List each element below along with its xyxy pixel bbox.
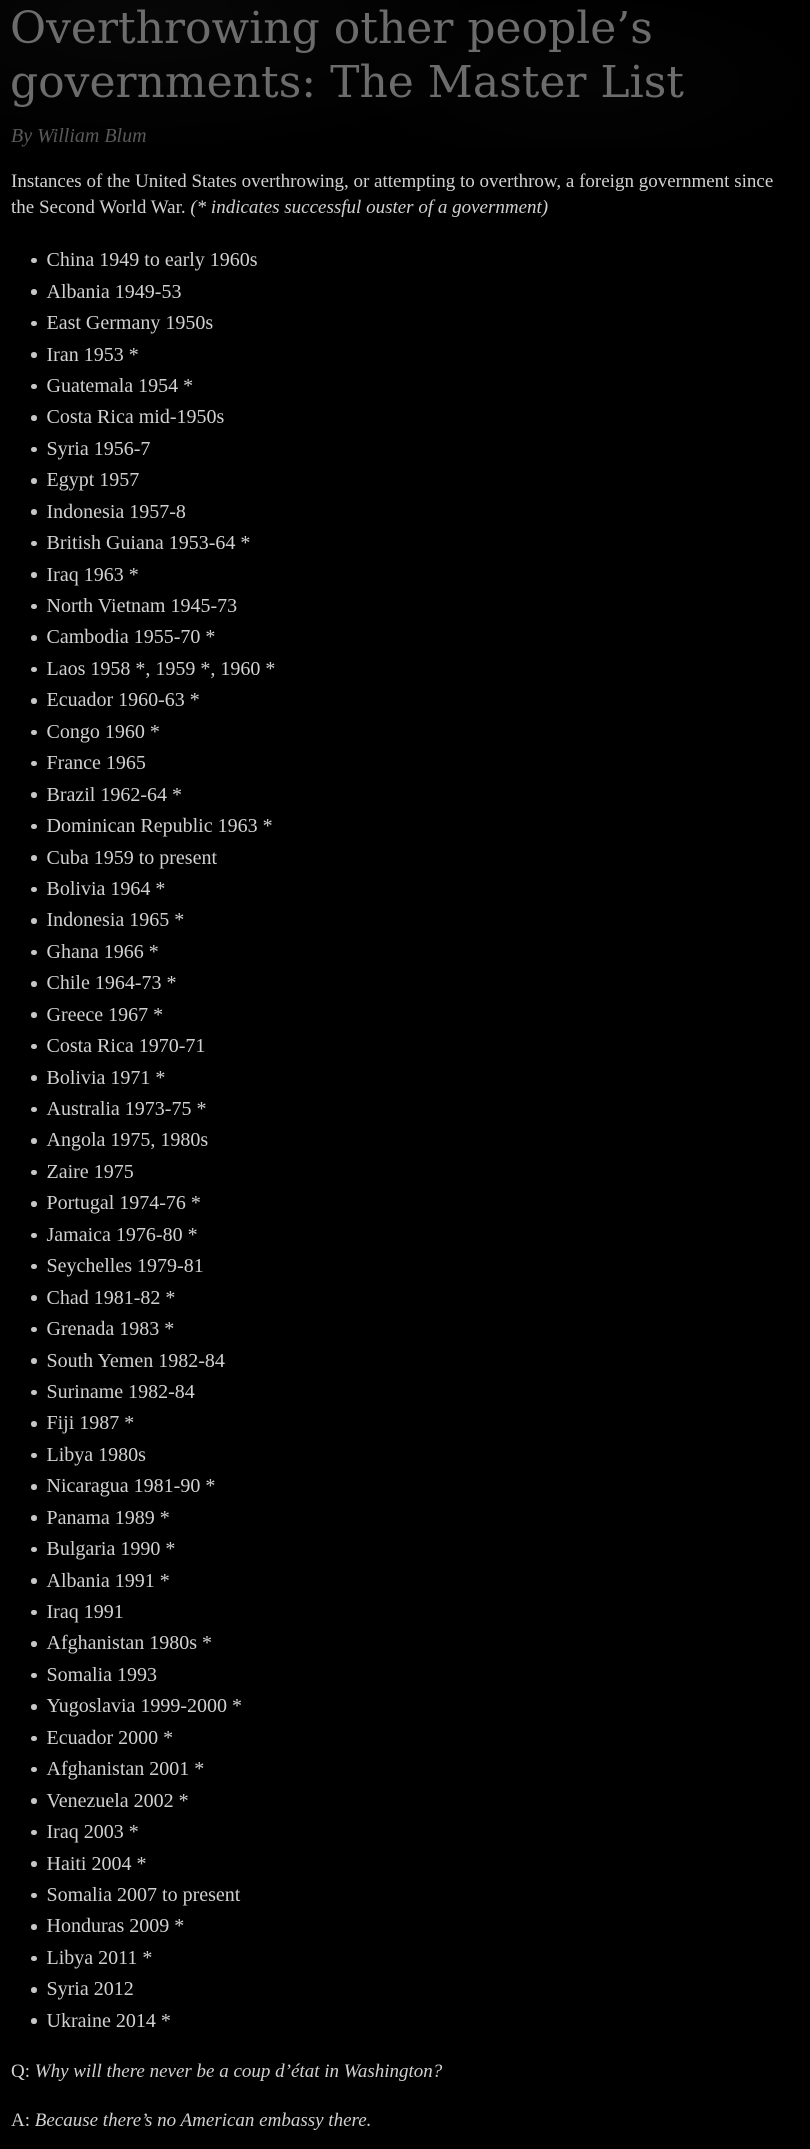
list-item-label: Indonesia 1957-8 bbox=[46, 500, 186, 523]
bullet-icon bbox=[31, 1798, 37, 1804]
list-item bbox=[0, 1503, 810, 1534]
intro-note: (* indicates successful ouster of a government) bbox=[190, 197, 549, 218]
bullet-icon bbox=[31, 478, 37, 484]
list-item bbox=[0, 339, 810, 370]
list-item-label: Yugoslavia 1999-2000 * bbox=[46, 1695, 243, 1718]
list-item-label: France 1965 bbox=[46, 752, 146, 775]
list-item-label: Bolivia 1971 * bbox=[46, 1066, 166, 1089]
list-item bbox=[0, 811, 810, 842]
list-item bbox=[0, 1597, 810, 1628]
answer-line bbox=[11, 2108, 810, 2134]
list-item bbox=[0, 465, 810, 496]
intro-text: Instances of the United States overthrowing, or attempting to overthrow, a foreign government since the Second World War. bbox=[11, 171, 774, 218]
list-item-label: Syria 1956-7 bbox=[46, 437, 151, 460]
list-item bbox=[0, 1062, 810, 1093]
bullet-icon bbox=[31, 887, 37, 893]
bullet-icon bbox=[31, 447, 37, 453]
bullet-icon bbox=[31, 698, 37, 704]
list-item bbox=[0, 937, 810, 968]
list-item-label: Libya 2011 * bbox=[46, 1946, 153, 1969]
list-item-label: Somalia 2007 to present bbox=[46, 1883, 241, 1906]
list-item-label: Portugal 1974-76 * bbox=[46, 1192, 201, 1215]
list-item bbox=[0, 591, 810, 622]
question-line bbox=[11, 2059, 810, 2085]
list-item-label: East Germany 1950s bbox=[46, 312, 214, 335]
list-item-label: Albania 1949-53 bbox=[46, 280, 182, 303]
list-item-label: Zaire 1975 bbox=[46, 1160, 134, 1183]
bullet-icon bbox=[31, 604, 37, 610]
bullet-icon bbox=[31, 541, 37, 547]
list-item-label: Ecuador 2000 * bbox=[46, 1726, 174, 1749]
list-item-label: Cambodia 1955-70 * bbox=[46, 626, 216, 649]
bullet-icon bbox=[31, 289, 37, 295]
list-item-label: Iraq 2003 * bbox=[46, 1821, 139, 1844]
list-item bbox=[0, 245, 810, 276]
bullet-icon bbox=[31, 1264, 37, 1270]
bullet-icon bbox=[31, 1390, 37, 1396]
byline: By William Blum bbox=[11, 125, 147, 147]
question-prefix: Q: bbox=[11, 2060, 30, 2082]
list-item bbox=[0, 1848, 810, 1879]
bullet-icon bbox=[31, 855, 37, 861]
list-item-label: North Vietnam 1945-73 bbox=[46, 595, 238, 618]
list-item-label: Libya 1980s bbox=[46, 1443, 146, 1466]
list-item bbox=[0, 1660, 810, 1691]
list-item-label: Ukraine 2014 * bbox=[46, 2009, 171, 2032]
list-item-label: Indonesia 1965 * bbox=[46, 909, 185, 932]
list-item-label: Afghanistan 1980s * bbox=[46, 1632, 213, 1655]
list-item bbox=[0, 276, 810, 307]
list-item bbox=[0, 1377, 810, 1408]
list-item bbox=[0, 1628, 810, 1659]
bullet-icon bbox=[31, 981, 37, 987]
list-item bbox=[0, 1125, 810, 1156]
list-item-label: Chile 1964-73 * bbox=[46, 972, 177, 995]
list-item bbox=[0, 1220, 810, 1251]
bullet-icon bbox=[31, 509, 37, 515]
list-item-label: British Guiana 1953-64 * bbox=[46, 532, 251, 555]
list-item-label: Bolivia 1964 * bbox=[46, 877, 166, 900]
bullet-icon bbox=[31, 2018, 37, 2024]
list-item-label: Suriname 1982-84 bbox=[46, 1380, 195, 1403]
list-item bbox=[0, 779, 810, 810]
list-item-label: Australia 1973-75 * bbox=[46, 1098, 207, 1121]
list-item bbox=[0, 1314, 810, 1345]
bullet-icon bbox=[31, 918, 37, 924]
bullet-icon bbox=[31, 572, 37, 578]
list-item-label: Nicaragua 1981-90 * bbox=[46, 1475, 216, 1498]
bullet-icon bbox=[31, 1075, 37, 1081]
list-item bbox=[0, 371, 810, 402]
list-item-label: Somalia 1993 bbox=[46, 1663, 158, 1686]
bullet-icon bbox=[31, 1138, 37, 1144]
bullet-icon bbox=[31, 667, 37, 673]
list-item-label: Syria 2012 bbox=[46, 1978, 134, 2001]
list-item bbox=[0, 842, 810, 873]
bullet-icon bbox=[31, 824, 37, 830]
list-item-label: Jamaica 1976-80 * bbox=[46, 1223, 198, 1246]
bullet-icon bbox=[31, 1515, 37, 1521]
list-item-label: Albania 1991 * bbox=[46, 1569, 170, 1592]
list-item bbox=[0, 1754, 810, 1785]
list-item bbox=[0, 968, 810, 999]
list-item bbox=[0, 1094, 810, 1125]
bullet-icon bbox=[31, 1044, 37, 1050]
list-item-label: Laos 1958 *, 1959 *, 1960 * bbox=[46, 657, 276, 680]
list-item bbox=[0, 1000, 810, 1031]
bullet-icon bbox=[31, 730, 37, 736]
list-item-label: Congo 1960 * bbox=[46, 720, 160, 743]
bullet-icon bbox=[31, 1893, 37, 1899]
list-item bbox=[0, 308, 810, 339]
list-item-label: Egypt 1957 bbox=[46, 469, 140, 492]
list-item bbox=[0, 1817, 810, 1848]
list-item bbox=[0, 1345, 810, 1376]
bullet-icon bbox=[31, 635, 37, 641]
bullet-icon bbox=[31, 1956, 37, 1962]
list-item bbox=[0, 654, 810, 685]
list-item bbox=[0, 748, 810, 779]
bullet-icon bbox=[31, 1736, 37, 1742]
list-item-label: Iraq 1991 bbox=[46, 1601, 124, 1624]
list-item bbox=[0, 1943, 810, 1974]
list-item bbox=[0, 434, 810, 465]
list-item bbox=[0, 402, 810, 433]
bullet-icon bbox=[31, 258, 37, 264]
list-item bbox=[0, 1408, 810, 1439]
bullet-icon bbox=[31, 1201, 37, 1207]
list-item bbox=[0, 1723, 810, 1754]
list-item-label: Honduras 2009 * bbox=[46, 1915, 185, 1938]
article-header bbox=[0, 0, 810, 148]
bullet-icon bbox=[31, 761, 37, 767]
list-item-label: Chad 1981-82 * bbox=[46, 1286, 176, 1309]
list-item-label: Angola 1975, 1980s bbox=[46, 1129, 209, 1152]
list-item bbox=[0, 717, 810, 748]
list-item-label: Iran 1953 * bbox=[46, 343, 139, 366]
bullet-icon bbox=[31, 1861, 37, 1867]
list-item-label: Grenada 1983 * bbox=[46, 1318, 175, 1341]
question-text: Why will there never be a coup d’état in Washington? bbox=[34, 2060, 443, 2082]
list-item bbox=[0, 1911, 810, 1942]
list-item bbox=[0, 2006, 810, 2037]
list-item-label: Costa Rica 1970-71 bbox=[46, 1035, 206, 1058]
bullet-icon bbox=[31, 1673, 37, 1679]
list-item-label: Haiti 2004 * bbox=[46, 1852, 147, 1875]
bullet-icon bbox=[31, 352, 37, 358]
bullet-icon bbox=[31, 1453, 37, 1459]
list-item-label: Ghana 1966 * bbox=[46, 940, 159, 963]
list-item-label: Seychelles 1979-81 bbox=[46, 1255, 204, 1278]
list-item bbox=[0, 1251, 810, 1282]
list-item bbox=[0, 1691, 810, 1722]
bullet-icon bbox=[31, 1327, 37, 1333]
list-item bbox=[0, 1785, 810, 1816]
bullet-icon bbox=[31, 1170, 37, 1176]
list-item-label: Iraq 1963 * bbox=[46, 563, 139, 586]
bullet-icon bbox=[31, 792, 37, 798]
list-item bbox=[0, 1188, 810, 1219]
list-item-label: Cuba 1959 to present bbox=[46, 846, 218, 869]
bullet-icon bbox=[31, 384, 37, 390]
answer-text: Because there’s no American embassy there. bbox=[34, 2109, 372, 2131]
list-item bbox=[0, 622, 810, 653]
bullet-icon bbox=[31, 1704, 37, 1710]
intro-paragraph bbox=[11, 169, 789, 221]
answer-prefix: A: bbox=[11, 2109, 30, 2131]
list-item-label: Bulgaria 1990 * bbox=[46, 1538, 176, 1561]
list-item bbox=[0, 1471, 810, 1502]
list-item bbox=[0, 1565, 810, 1596]
list-item bbox=[0, 1974, 810, 2005]
list-item-label: Greece 1967 * bbox=[46, 1003, 164, 1026]
bullet-icon bbox=[31, 1578, 37, 1584]
list-item bbox=[0, 559, 810, 590]
bullet-icon bbox=[31, 1295, 37, 1301]
list-item-label: South Yemen 1982-84 bbox=[46, 1349, 225, 1372]
list-item bbox=[0, 1534, 810, 1565]
list-item-label: Dominican Republic 1963 * bbox=[46, 815, 273, 838]
list-item bbox=[0, 1440, 810, 1471]
bullet-icon bbox=[31, 1641, 37, 1647]
bullet-icon bbox=[31, 1233, 37, 1239]
list-item bbox=[0, 874, 810, 905]
list-item bbox=[0, 1031, 810, 1062]
list-item bbox=[0, 497, 810, 528]
list-item bbox=[0, 685, 810, 716]
list-item-label: China 1949 to early 1960s bbox=[46, 249, 258, 272]
list-item bbox=[0, 905, 810, 936]
bullet-icon bbox=[31, 321, 37, 327]
bullet-icon bbox=[31, 1012, 37, 1018]
interventions-list bbox=[0, 245, 810, 2037]
list-item bbox=[0, 1880, 810, 1911]
bullet-icon bbox=[31, 1610, 37, 1616]
list-item-label: Guatemala 1954 * bbox=[46, 374, 194, 397]
list-item-label: Venezuela 2002 * bbox=[46, 1789, 189, 1812]
bullet-icon bbox=[31, 1358, 37, 1364]
bullet-icon bbox=[31, 1767, 37, 1773]
bullet-icon bbox=[31, 1107, 37, 1113]
list-item-label: Panama 1989 * bbox=[46, 1506, 170, 1529]
bullet-icon bbox=[31, 1421, 37, 1427]
page-title: Overthrowing other people’s governments: The Master List bbox=[10, 3, 684, 108]
bullet-icon bbox=[31, 1484, 37, 1490]
list-item-label: Afghanistan 2001 * bbox=[46, 1758, 205, 1781]
bullet-icon bbox=[31, 1830, 37, 1836]
list-item-label: Costa Rica mid-1950s bbox=[46, 406, 225, 429]
list-item bbox=[0, 1157, 810, 1188]
list-item-label: Fiji 1987 * bbox=[46, 1412, 135, 1435]
bullet-icon bbox=[31, 1987, 37, 1993]
list-item bbox=[0, 528, 810, 559]
list-item-label: Brazil 1962-64 * bbox=[46, 783, 183, 806]
bullet-icon bbox=[31, 1547, 37, 1553]
bullet-icon bbox=[31, 1924, 37, 1930]
bullet-icon bbox=[31, 415, 37, 421]
list-item bbox=[0, 1282, 810, 1313]
list-item-label: Ecuador 1960-63 * bbox=[46, 689, 200, 712]
bullet-icon bbox=[31, 950, 37, 956]
